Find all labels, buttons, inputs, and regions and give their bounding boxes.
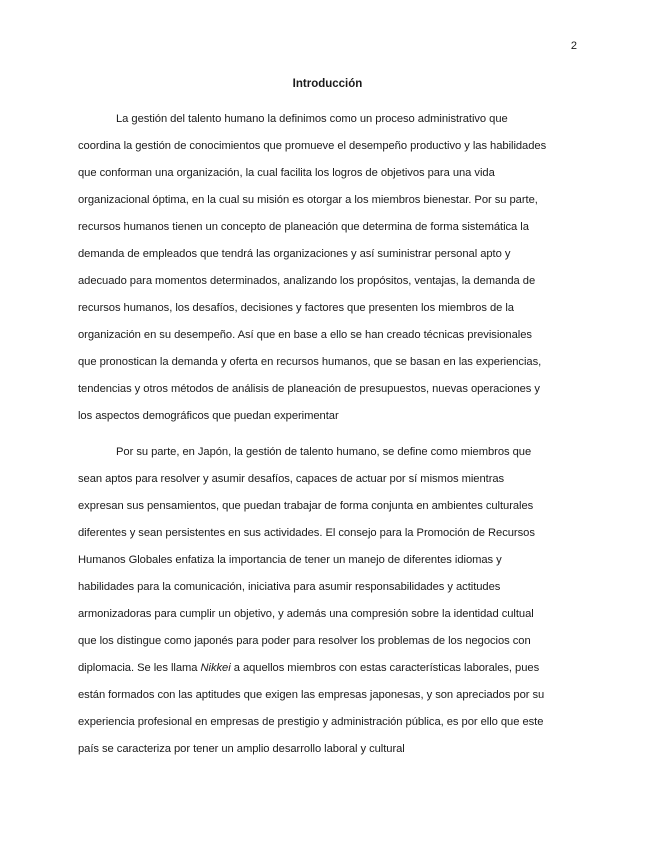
paragraph-2-line: que los distingue como japonés para poder para resolver los problemas de los negocios con [78, 635, 531, 647]
paragraph-1-line: organización en su desempeño. Así que en base a ello se han creado técnicas previsionales [78, 329, 532, 341]
paragraph-2-line: país se caracteriza por tener un amplio desarrollo laboral y cultural [78, 743, 405, 755]
paragraph-1-line: recursos humanos tienen un concepto de planeación que determina de forma sistemática la [78, 221, 529, 233]
paragraph-2-line: expresan sus pensamientos, que puedan trabajar de forma conjunta en ambientes culturales [78, 500, 534, 512]
paragraph-1-line: coordina la gestión de conocimientos que promueve el desempeño productivo y las habilidades [78, 140, 547, 152]
italic-term: Nikkei [200, 662, 231, 674]
paragraph-2-line: diplomacia. Se les llama Nikkei a aquellos miembros con estas características laborales, pues [78, 662, 540, 674]
paragraph-1-line: que pronostican la demanda y oferta en recursos humanos, que se basan en las experiencias, [78, 356, 542, 368]
page-title: Introducción [292, 78, 363, 90]
paragraph-1-line: recursos humanos, los desafíos, decisiones y factores que presenten los miembros de la [78, 302, 514, 314]
paragraph-1-line: adecuado para momentos determinados, analizando los propósitos, ventajas, la demanda de [78, 275, 536, 287]
paragraph-2-line: sean aptos para resolver y asumir desafíos, capaces de actuar por sí mismos mientras [78, 473, 505, 485]
paragraph-2-line: experiencia profesional en empresas de prestigio y administración pública, es por ello que este [78, 716, 544, 728]
paragraph-1-line: tendencias y otros métodos de análisis de planeación de presupuestos, nuevas operaciones y [78, 383, 540, 395]
paragraph-1-line: demanda de empleados que tendrá las organizaciones y así suministrar personal apto y [78, 248, 511, 260]
paragraph-2-line: habilidades para la comunicación, iniciativa para asumir responsabilidades y actitudes [78, 581, 501, 593]
paragraph-1-line: que conforman una organización, la cual facilita los logros de objetivos para una vida [78, 167, 495, 179]
paragraph-1-line: La gestión del talento humano la definimos como un proceso administrativo que [116, 113, 508, 125]
paragraph-2-line: están formados con las aptitudes que exigen las empresas japonesas, y son apreciados por su [78, 689, 545, 701]
paragraph-1-line: organizacional óptima, en la cual su misión es otorgar a los miembros bienestar. Por su parte, [78, 194, 538, 206]
paragraph-2-line: armonizadoras para cumplir un objetivo, y además una compresión sobre la identidad cultual [78, 608, 534, 620]
paragraph-2-line: Por su parte, en Japón, la gestión de talento humano, se define como miembros que [116, 446, 532, 458]
paragraph-2-line: Humanos Globales enfatiza la importancia de tener un manejo de diferentes idiomas y [78, 554, 502, 566]
paragraph-2-line: diferentes y sean persistentes en sus actividades. El consejo para la Promoción de Recursos [78, 527, 535, 539]
paragraph-1-line: los aspectos demográficos que puedan experimentar [78, 410, 339, 422]
page-number: 2 [570, 40, 577, 52]
